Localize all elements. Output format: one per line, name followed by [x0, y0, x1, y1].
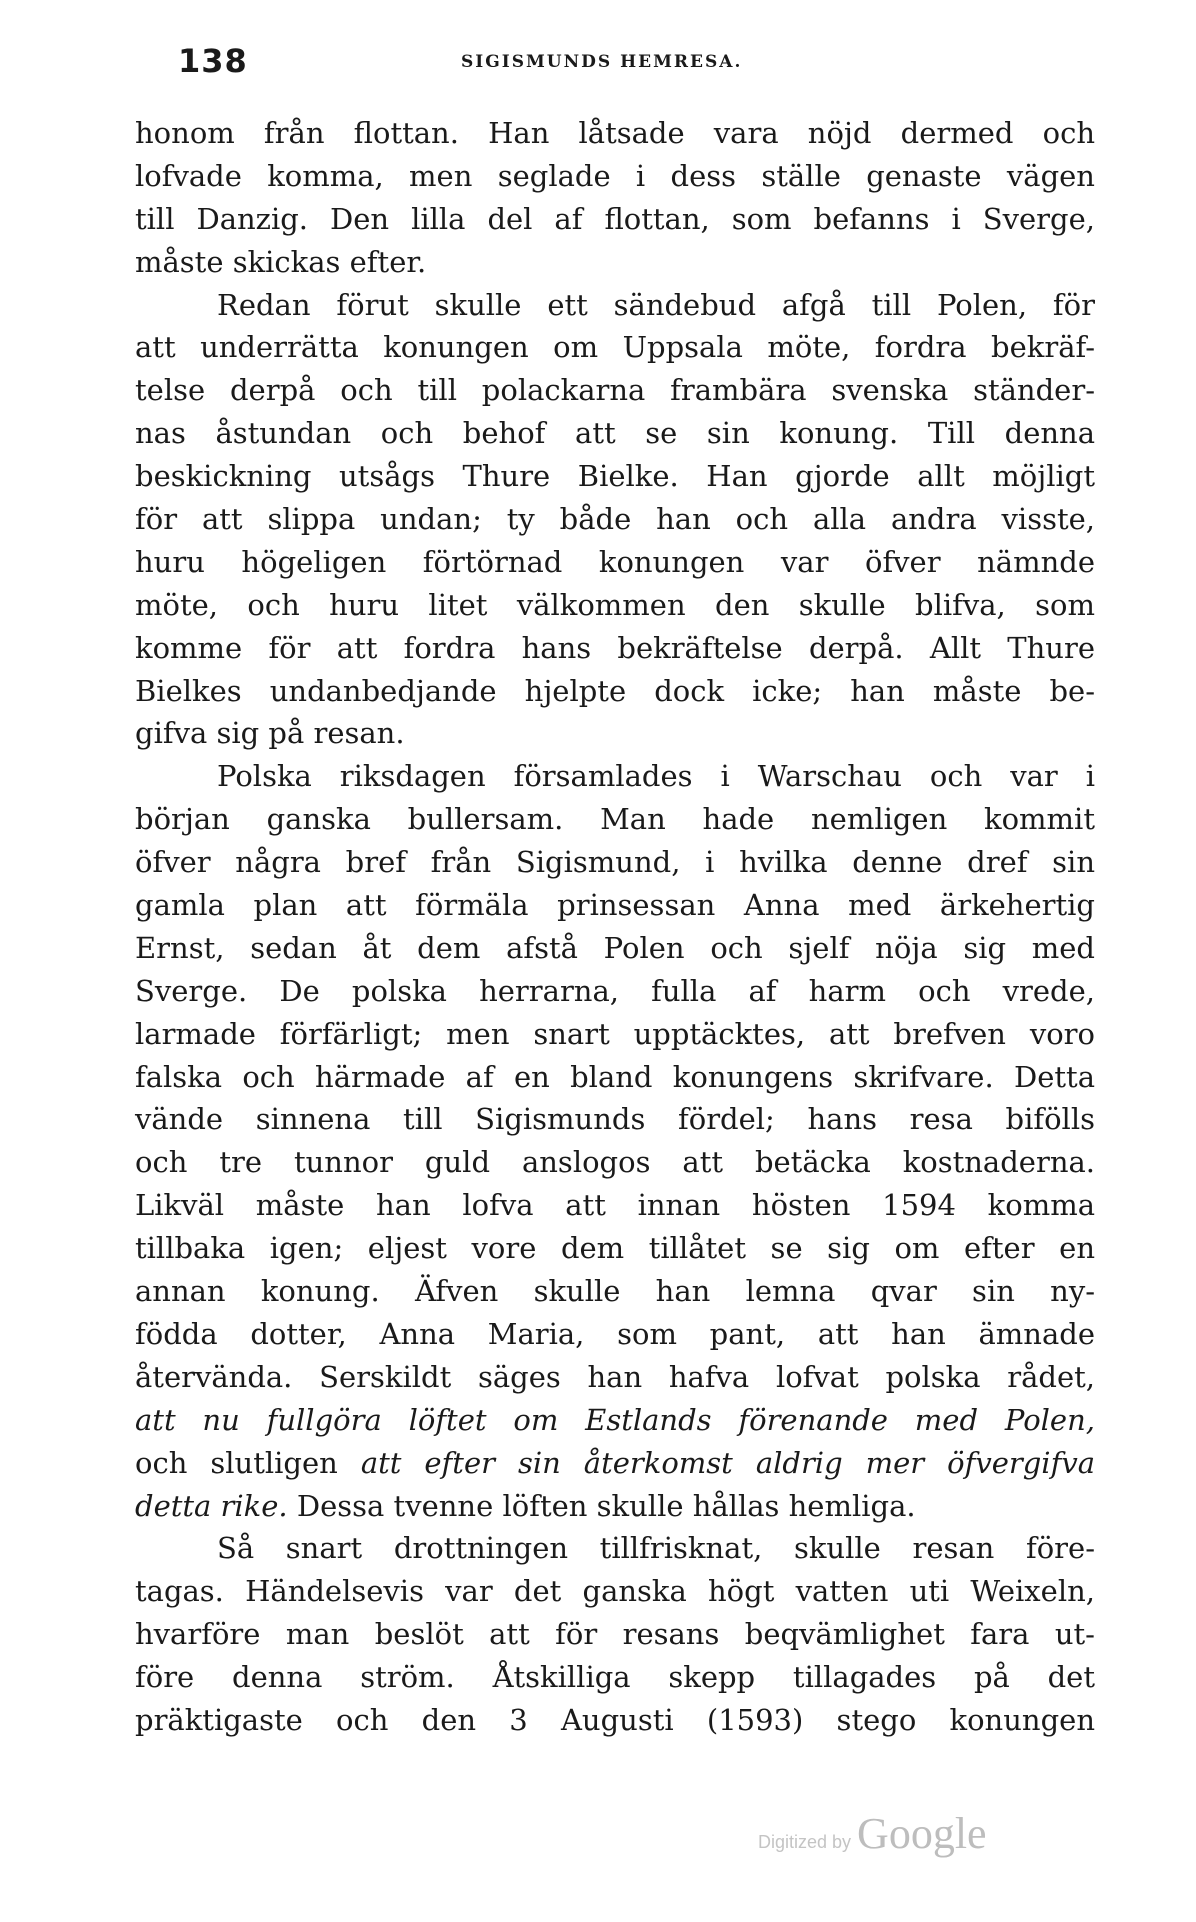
- page-number: 138: [178, 42, 248, 80]
- text-line: Likväl måste han lofva att innan hösten 1594 komma: [135, 1188, 1095, 1223]
- text-line: telse derpå och till polackarna frambära svenska ständer-: [135, 373, 1095, 408]
- text-line: annan konung. Äfven skulle han lemna qvar sin ny-: [135, 1274, 1095, 1309]
- text-line-mixed: [135, 1485, 1095, 1528]
- text-line: Redan förut skulle ett sändebud afgå till Polen, för: [217, 287, 1095, 322]
- text-line: lofvade komma, men seglade i dess ställe genaste vägen: [135, 158, 1095, 193]
- text-line: tagas. Händelsevis var det ganska högt vatten uti Weixeln,: [135, 1574, 1095, 1609]
- text-plain: och slutligen: [135, 1445, 361, 1480]
- text-line: Bielkes undanbedjande hjelpte dock icke; han måste be-: [135, 673, 1095, 708]
- running-title: SIGISMUNDS HEMRESA.: [461, 52, 743, 72]
- body-text: [135, 112, 1095, 1742]
- text-line: tillbaka igen; eljest vore dem tillåtet se sig om efter en: [135, 1231, 1095, 1266]
- running-head: [178, 42, 1098, 82]
- text-line: början ganska bullersam. Man hade nemligen kommit: [135, 802, 1095, 837]
- text-line: återvända. Serskildt säges han hafva lofvat polska rådet,: [135, 1359, 1095, 1394]
- text-line: Ernst, sedan åt dem afstå Polen och sjelf nöja sig med: [135, 930, 1095, 965]
- text-line: till Danzig. Den lilla del af flottan, som befanns i Sverge,: [135, 201, 1095, 236]
- text-line: vände sinnena till Sigismunds fördel; hans resa bifölls: [135, 1102, 1095, 1137]
- text-line: att underrätta konungen om Uppsala möte, fordra bekräf-: [135, 330, 1095, 365]
- text-italic: detta rike.: [135, 1488, 288, 1523]
- text-line: möte, och huru litet välkommen den skulle blifva, som: [135, 587, 1095, 622]
- text-line: för att slippa undan; ty både han och alla andra visste,: [135, 502, 1095, 537]
- text-line: präktigaste och den 3 Augusti (1593) stego konungen: [135, 1702, 1095, 1737]
- text-line: komme för att fordra hans bekräftelse derpå. Allt Thure: [135, 630, 1095, 665]
- text-line-mixed: [135, 1442, 1095, 1485]
- text-line: födda dotter, Anna Maria, som pant, att han ämnade: [135, 1316, 1095, 1351]
- text-line: Så snart drottningen tillfrisknat, skulle resan före-: [217, 1531, 1095, 1566]
- text-line: måste skickas efter.: [135, 244, 427, 279]
- text-line: beskickning utsågs Thure Bielke. Han gjorde allt möjligt: [135, 459, 1095, 494]
- text-line: före denna ström. Åtskilliga skepp tillagades på det: [135, 1660, 1095, 1695]
- text-line: gamla plan att förmäla prinsessan Anna med ärkehertig: [135, 888, 1095, 923]
- text-line: honom från flottan. Han låtsade vara nöjd dermed och: [135, 116, 1095, 150]
- digitized-by-watermark: [758, 1808, 987, 1859]
- text-line: och tre tunnor guld anslogos att betäcka kostnaderna.: [135, 1145, 1095, 1180]
- text-line: öfver några bref från Sigismund, i hvilka denne dref sin: [135, 845, 1095, 880]
- text-plain: Dessa tvenne löften skulle hållas hemliga.: [287, 1488, 916, 1523]
- text-line: nas åstundan och behof att se sin konung. Till denna: [135, 416, 1095, 451]
- text-line: falska och härmade af en bland konungens skrifvare. Detta: [135, 1059, 1095, 1094]
- text-line: gifva sig på resan.: [135, 716, 405, 751]
- text-line: Sverge. De polska herrarna, fulla af harm och vrede,: [135, 973, 1095, 1008]
- text-line: Polska riksdagen församlades i Warschau och var i: [217, 759, 1095, 794]
- text-line: larmade förfärligt; men snart upptäcktes, att brefven voro: [135, 1016, 1095, 1051]
- watermark-prefix: Digitized by: [758, 1832, 852, 1852]
- text-line: huru högeligen förtörnad konungen var öfver nämnde: [135, 544, 1095, 579]
- text-line: hvarföre man beslöt att för resans beqvämlighet fara ut-: [135, 1617, 1095, 1652]
- text-italic: att efter sin återkomst aldrig mer öfvergifva: [360, 1445, 1095, 1480]
- google-logo: Google: [857, 1809, 987, 1858]
- text-line-italic: att nu fullgöra löftet om Estlands förenande med Polen,: [135, 1402, 1095, 1437]
